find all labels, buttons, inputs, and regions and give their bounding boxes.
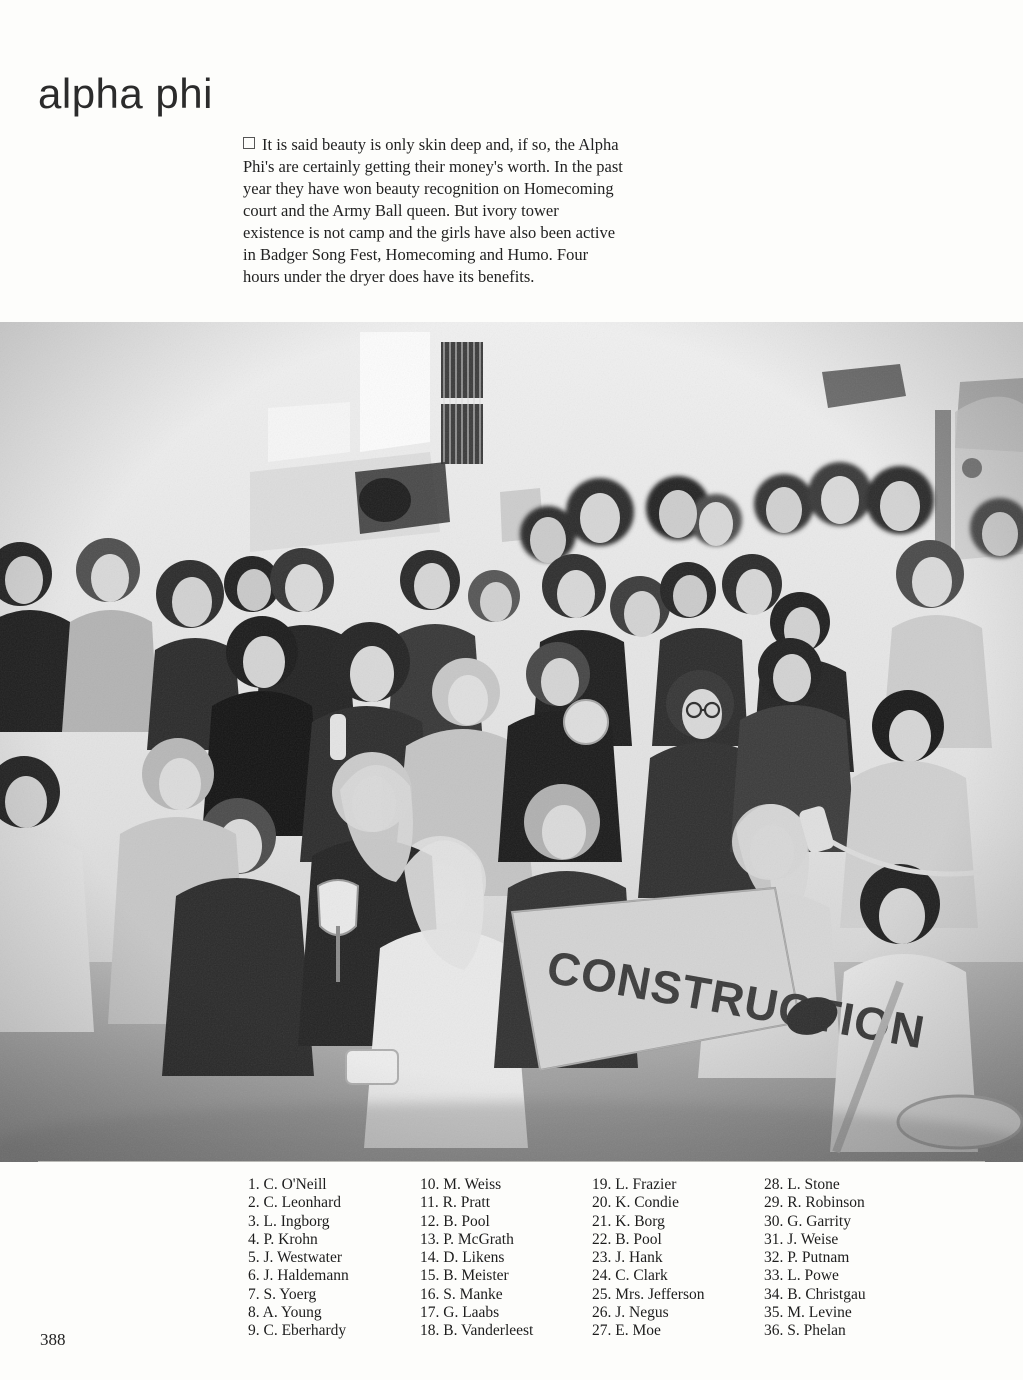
roster-entry: 29. R. Robinson (764, 1194, 865, 1212)
roster-entry: 32. P. Putnam (764, 1249, 850, 1267)
roster-entry: 20. K. Condie (592, 1194, 679, 1212)
roster-entry: 18. B. Vanderleest (420, 1322, 534, 1340)
roster-divider (38, 1161, 985, 1162)
roster-entry: 36. S. Phelan (764, 1322, 846, 1340)
roster-entry: 5. J. Westwater (248, 1249, 343, 1267)
roster-entry: 11. R. Pratt (420, 1194, 491, 1212)
roster-entry: 34. B. Christgau (764, 1285, 866, 1303)
roster-entry: 6. J. Haldemann (248, 1267, 349, 1285)
roster-entry: 22. B. Pool (592, 1230, 662, 1248)
page-number: 388 (40, 1330, 66, 1349)
roster-entry: 12. B. Pool (420, 1212, 490, 1230)
page-title: alpha phi (38, 70, 213, 118)
roster-entry: 1. C. O'Neill (248, 1176, 327, 1193)
group-photo (0, 322, 1023, 1162)
roster-entry: 10. M. Weiss (420, 1176, 502, 1193)
roster-entry: 33. L. Powe (764, 1267, 839, 1285)
roster-entry: 7. S. Yoerg (248, 1285, 317, 1303)
roster-entry: 14. D. Likens (420, 1249, 505, 1267)
roster-entry: 8. A. Young (248, 1303, 322, 1321)
roster-entry: 26. J. Negus (592, 1303, 669, 1321)
roster-entry: 21. K. Borg (592, 1212, 665, 1230)
roster-entry: 31. J. Weise (764, 1230, 839, 1248)
roster-column-2 (420, 1176, 592, 1341)
roster-column-3 (592, 1176, 764, 1341)
roster-entry: 24. C. Clark (592, 1267, 668, 1285)
roster-entry: 25. Mrs. Jefferson (592, 1285, 705, 1303)
group-photo-image (0, 322, 1023, 1162)
roster-entry: 2. C. Leonhard (248, 1194, 341, 1212)
square-bullet-icon (243, 137, 255, 149)
roster-entry: 35. M. Levine (764, 1303, 852, 1321)
roster-entry: 13. P. McGrath (420, 1230, 514, 1248)
roster-entry: 4. P. Krohn (248, 1230, 318, 1248)
roster-entry: 3. L. Ingborg (248, 1212, 330, 1230)
roster-columns (248, 1176, 924, 1341)
roster-entry: 15. B. Meister (420, 1267, 509, 1285)
roster-column-4 (764, 1176, 924, 1341)
roster-entry: 17. G. Laabs (420, 1303, 500, 1321)
roster-entry: 27. E. Moe (592, 1322, 661, 1340)
roster-entry: 9. C. Eberhardy (248, 1322, 347, 1340)
roster-entry: 28. L. Stone (764, 1176, 840, 1193)
roster-entry: 16. S. Manke (420, 1285, 503, 1303)
roster-entry: 23. J. Hank (592, 1249, 663, 1267)
roster-column-1 (248, 1176, 420, 1341)
chapter-blurb (243, 134, 623, 288)
roster-entry: 19. L. Frazier (592, 1176, 677, 1193)
roster-entry: 30. G. Garrity (764, 1212, 851, 1230)
blurb-text: It is said beauty is only skin deep and, if so, the Alpha Phi's are certainly getting their money's worth. In the past year they have won beauty recognition on Homecoming court and the Army Ball queen. But ivory tower existence is not camp and the girls have also been active in Badger Song Fest, Homecoming and Humo. Four hours under the dryer does have its benefits. (243, 135, 623, 286)
